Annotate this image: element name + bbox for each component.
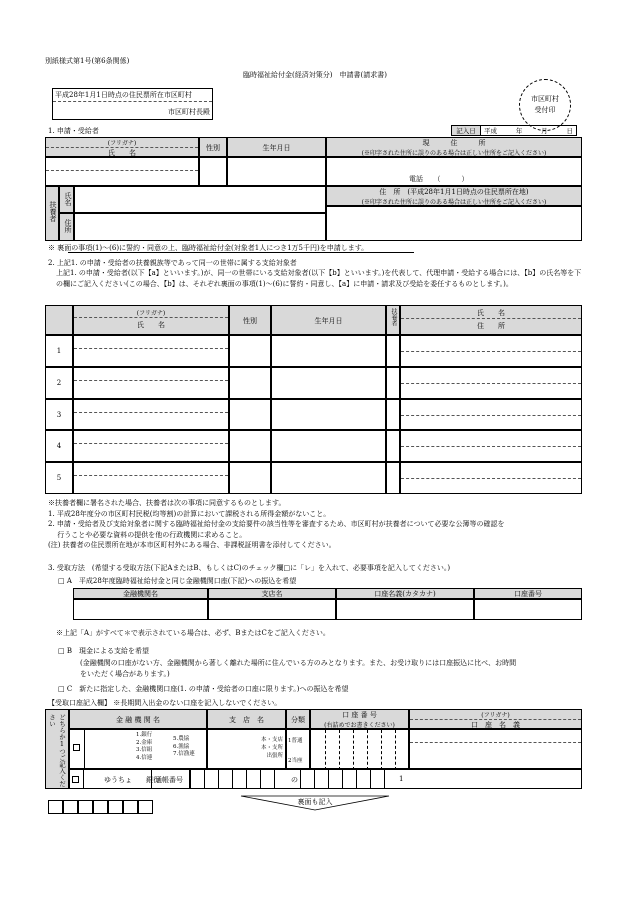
c-category-field[interactable]	[286, 729, 310, 769]
a-account-field	[474, 599, 582, 620]
category-2: 2当座	[288, 758, 303, 764]
yucho-checkbox[interactable]	[72, 776, 79, 783]
member-birth-field[interactable]	[271, 335, 386, 367]
m-name: 氏 名	[137, 321, 165, 329]
member-number-label: 5	[56, 474, 62, 483]
yucho-digit-divider	[356, 769, 357, 789]
note-0: ※扶養者欄に署名された場合、扶養者は次の事項に同意するものとします。	[48, 499, 286, 507]
member-gender-field[interactable]	[229, 430, 271, 462]
member-supporter-field[interactable]	[400, 430, 582, 462]
member-row-number	[45, 335, 73, 367]
sup-name-label-cell	[59, 186, 74, 213]
member-number-label: 3	[56, 410, 62, 419]
c-bank-field[interactable]	[69, 729, 207, 769]
bank-type-2: 2.金庫	[136, 739, 153, 746]
members-name-header	[73, 305, 229, 335]
either-one-cell	[45, 709, 69, 789]
bank-type-6: 6.漁協	[173, 743, 190, 750]
member-number-label: 2	[56, 378, 62, 387]
sup-address-label: 住所	[64, 219, 72, 233]
yucho-label: ゆうちょ 銀行	[104, 776, 160, 784]
bank-types-b	[173, 736, 195, 759]
branch-type-2: 本・支所	[260, 745, 283, 751]
bank-type-5: 5.農協	[173, 736, 190, 742]
note-1: 1. 平成28年度分の市区町村民税(均等割)の計算において課税される所得金額がないこと。	[48, 509, 331, 518]
mayor-label: 市区町村長殿	[168, 108, 210, 116]
yucho-digit-divider	[370, 769, 371, 789]
member-name-field[interactable]	[73, 462, 229, 494]
c-branch-field[interactable]	[207, 729, 286, 769]
category-1: 1普通	[288, 738, 303, 744]
phone-label: 電話 （ ）	[409, 175, 469, 183]
address-jan1-note: (※印字された住所に誤りのある場合は正しい住所をご記入ください)	[361, 199, 547, 206]
office-box-6	[123, 800, 138, 814]
member-birth-field[interactable]	[271, 430, 386, 462]
one-label: 1	[399, 775, 404, 783]
yucho-digit-divider	[246, 769, 247, 789]
a-branch-field	[208, 599, 336, 620]
note-2: 2. 申請・受給者及び支給対象者に関する臨時福祉給付金の支給要件の該当性等を審査するため、市区町村が扶養者について必要な公簿等の確認を	[48, 520, 505, 528]
supporter-label-cell	[45, 186, 59, 241]
no-label: の	[291, 776, 298, 784]
back-side-label: 裏面も記入	[297, 798, 333, 806]
c-branch-header: 支 店 名	[207, 709, 286, 729]
gender-header: 性別	[199, 137, 227, 157]
a-bank-header: 金融機関名	[73, 588, 208, 599]
option-c[interactable]: □ C 新たに指定した、金融機関口座(1. の申請・受給者の口座に限ります。)への振込を希望	[58, 685, 349, 693]
sup-address-field[interactable]	[74, 213, 326, 241]
member-name-field[interactable]	[73, 399, 229, 431]
sup-address-label-cell	[59, 213, 74, 241]
furigana-label: (フリガナ)	[46, 138, 198, 148]
bank-types-a	[136, 732, 152, 762]
yucho-digit-divider	[328, 769, 329, 789]
member-birth-field[interactable]	[271, 462, 386, 494]
member-gender-field[interactable]	[229, 462, 271, 494]
yucho-digit-divider	[314, 769, 315, 789]
name-label: 氏 名	[108, 149, 136, 157]
date-box	[451, 125, 577, 136]
sup-name-label: 氏名	[64, 192, 72, 206]
applicant-name-header	[45, 137, 199, 157]
note-4: (注) 扶養者の住民票所在地が本市区町村外にある場合、非課税証明書を添付してください。	[48, 541, 336, 549]
c-category-header: 分類	[286, 709, 310, 729]
member-supporter-check[interactable]	[386, 430, 400, 462]
office-box-3	[78, 800, 93, 814]
member-gender-field[interactable]	[229, 399, 271, 431]
office-box-2	[63, 800, 78, 814]
address-note: (※印字された住所に誤りのある場合は正しい住所をご記入ください)	[361, 150, 547, 157]
office-box-5	[108, 800, 123, 814]
member-name-field[interactable]	[73, 335, 229, 367]
members-corner	[45, 305, 73, 335]
bank-checkbox[interactable]	[73, 744, 80, 751]
account-heading: 【受取口座記入欄】 ※長期間入出金のない口座を記入しないでください。	[48, 699, 282, 707]
supporter-label: 扶養者	[49, 201, 57, 222]
form-title: 臨時福祉給付金(経済対策分) 申請書(請求書)	[243, 71, 387, 79]
member-supporter-field[interactable]	[400, 399, 582, 431]
option-a[interactable]: □ A 平成28年度臨時福祉給付金と同じ金融機関口座(下記)への振込を希望	[58, 577, 297, 585]
member-birth-field[interactable]	[271, 367, 386, 399]
resident-municipality-box	[52, 88, 213, 120]
pledge-notice: ※ 裏面の事項(1)～(6)に誓約・同意の上、臨時福祉給付金(対象者1人につき1万5千円)を申請します。	[48, 244, 369, 252]
c-account-header	[310, 709, 409, 729]
section2-paragraph: 上記1. の申請・受給者(以下【a】といいます。)が、同一の世帯にいる支給対象者(以下【b】といいます。)を代表して、代理申請・受給する場合には、【b】の氏名等を下の欄にご記入ください(この場合、【b】は、それぞれ裏面の事項(1)～(6)に誓約・同意し、【a】に申請・請求及び受給を委任するものとします。)。	[56, 269, 582, 288]
member-row-number	[45, 367, 73, 399]
members-gender-header: 性別	[229, 305, 271, 335]
sup-name-field[interactable]	[74, 186, 326, 213]
address-jan1-field[interactable]	[326, 206, 582, 241]
c-account-label: 口 座 番 号	[342, 711, 377, 719]
date-year: 年	[515, 127, 523, 135]
m-sup-address: 住 所	[477, 322, 505, 330]
yucho-digit-divider	[232, 769, 233, 789]
member-row-number	[45, 399, 73, 431]
bank-type-3: 3.信組	[136, 747, 153, 753]
yucho-digit-divider	[300, 769, 301, 789]
c-holder-label: 口 座 名 義	[471, 721, 520, 729]
address-jan1-label: 住 所 (平成28年1月1日時点の住民票所在地)	[379, 188, 529, 196]
address-field[interactable]	[326, 157, 582, 186]
section2-heading: 2. 上記1. の申請・受給者の扶養親族等であって同一の世帯に属する支給対象者	[48, 259, 297, 267]
member-name-field[interactable]	[73, 430, 229, 462]
members-birth-header: 生年月日	[271, 305, 386, 335]
yucho-digit-divider	[190, 769, 191, 789]
members-sup-header	[400, 305, 582, 335]
reception-stamp	[519, 79, 571, 131]
date-label: 記入日	[452, 126, 481, 135]
bank-type-1: 1.銀行	[136, 732, 153, 738]
m-sup-name: 氏 名	[401, 306, 581, 319]
member-supporter-check[interactable]	[386, 335, 400, 367]
member-row-number	[45, 430, 73, 462]
a-bank-field	[73, 599, 208, 620]
member-supporter-check[interactable]	[386, 462, 400, 494]
yucho-digit-divider	[218, 769, 219, 789]
office-box-1	[48, 800, 63, 814]
bank-type-4: 4.信連	[136, 754, 153, 761]
birth-field[interactable]	[227, 157, 326, 186]
section1-heading: 1. 申請・受給者	[48, 127, 99, 135]
c-holder-header	[409, 709, 582, 729]
member-gender-field[interactable]	[229, 367, 271, 399]
applicant-name-field[interactable]	[45, 157, 199, 186]
address-jan1-header	[326, 186, 582, 206]
office-box-4	[93, 800, 108, 814]
either-one-label: どちらか1つご記入ください	[48, 714, 66, 787]
note-a: ※上記「A」がすべて＊で表示されている場合は、必ず、BまたはCをご記入ください。	[56, 629, 330, 637]
option-b[interactable]: □ B 現金による支給を希望	[58, 647, 149, 655]
yucho-digit-divider	[260, 769, 261, 789]
section3-heading: 3. 受取方法 (希望する受取方法(下記AまたはB、もしくはC)のチェック欄□に「レ」を入れて、必要事項を記入してください。)	[48, 564, 451, 572]
a-account-header: 口座番号	[474, 588, 582, 599]
m-supporter: 扶養者	[390, 308, 397, 326]
yucho-digit-divider	[342, 769, 343, 789]
member-supporter-field[interactable]	[400, 367, 582, 399]
address-current-label: 現 住 所	[422, 139, 486, 147]
gender-field[interactable]	[199, 157, 227, 186]
office-box-7	[138, 800, 153, 814]
member-number-label: 1	[56, 347, 62, 355]
member-gender-field[interactable]	[229, 335, 271, 367]
a-holder-header: 口座名義(カタカナ)	[336, 588, 474, 599]
note-b2: をいただく場合があります。)	[80, 669, 170, 678]
stamp-line2: 受付印	[534, 106, 556, 114]
c-furigana: (フリガナ)	[410, 710, 581, 720]
note-b1: (金融機関の口座がない方、金融機関から著しく離れた場所に住んでいる方のみとなります。また、お受け取りには口座振込に比べ、お時間	[80, 659, 517, 667]
birth-header: 生年月日	[227, 137, 326, 157]
member-supporter-check[interactable]	[386, 399, 400, 431]
c-account-field[interactable]	[310, 729, 409, 769]
member-birth-field[interactable]	[271, 399, 386, 431]
c-account-note: (右詰めでお書きください)	[324, 722, 395, 729]
stamp-line1: 市区町村	[531, 95, 559, 103]
supporter-notes	[48, 498, 588, 551]
note-b	[80, 658, 516, 679]
m-furigana: (フリガナ)	[74, 306, 228, 318]
passbook-label: 通帳番号	[155, 776, 183, 784]
c-bank-header: 金 融 機 関 名	[69, 709, 207, 729]
bank-type-7: 7.信漁連	[173, 751, 195, 757]
resident-label: 平成28年1月1日時点の住民票所在市区町村	[53, 89, 212, 102]
member-supporter-field[interactable]	[400, 335, 582, 367]
address-header	[326, 137, 582, 157]
members-supporter-header	[386, 305, 400, 335]
date-month: 月	[541, 127, 548, 135]
form-number: 別紙様式第1号(第6条関係)	[45, 57, 130, 65]
yucho-digit-divider	[384, 769, 385, 789]
date-era: 平成	[484, 127, 497, 135]
branch-types	[261, 736, 283, 760]
note-3: 行うことや必要な資料の提供を他の行政機関に求めること。	[48, 530, 247, 539]
yucho-digit-divider	[274, 769, 275, 789]
branch-type-3: 出張所	[266, 753, 283, 759]
member-supporter-check[interactable]	[386, 367, 400, 399]
member-number-label: 4	[56, 442, 62, 451]
a-branch-header: 支店名	[208, 588, 336, 599]
member-name-field[interactable]	[73, 367, 229, 399]
date-day: 日	[566, 127, 573, 135]
c-holder-field[interactable]	[409, 729, 582, 769]
member-row-number	[45, 462, 73, 494]
member-supporter-field[interactable]	[400, 462, 582, 494]
yucho-digit-divider	[204, 769, 205, 789]
branch-type-1: 本・支店	[260, 737, 283, 743]
a-holder-field	[336, 599, 474, 620]
